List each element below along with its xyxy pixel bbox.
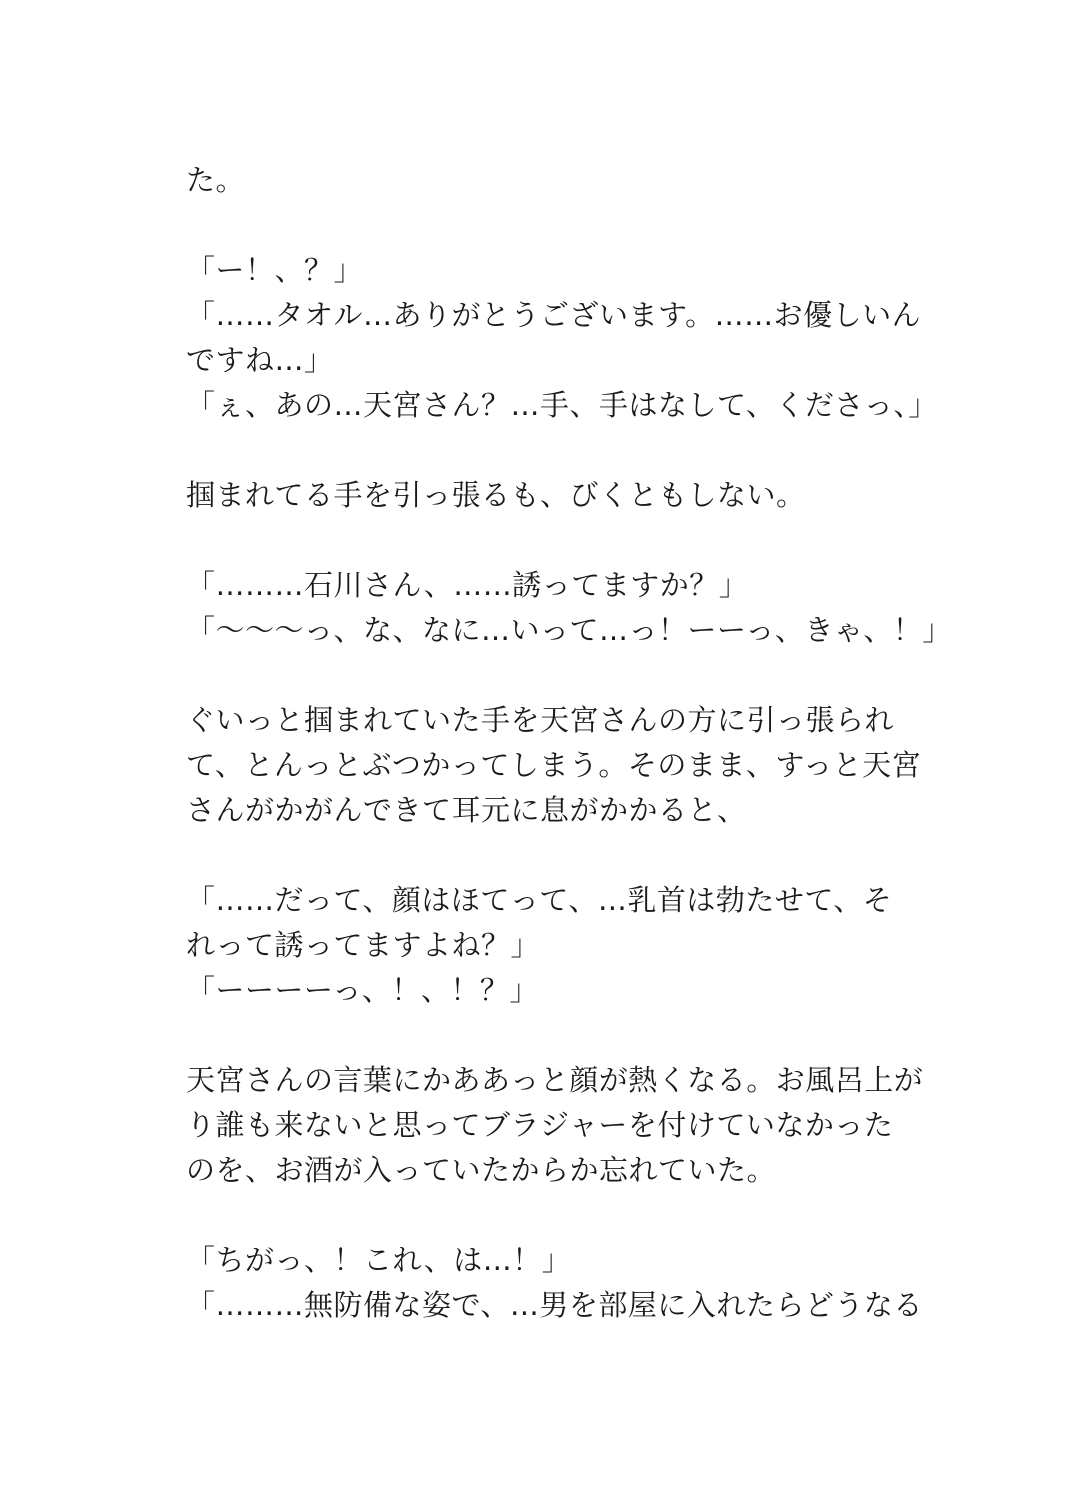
dialogue-line: 「……タオル…ありがとうございます。……お優しいん [186,298,922,332]
narration-line: さんがかがんできて耳元に息がかかると、 [186,793,747,827]
blank-line [186,653,926,698]
narration-line: のを、お酒が入っていたからか忘れていた。 [186,1153,777,1187]
dialogue-line: 「……だって、顔はほてって、…乳首は勃たせて、そ [186,883,893,917]
dialogue-line: 「〜〜〜っ、な、なに…いって…っ！ーーっ、きゃ、！」 [186,613,952,647]
blank-line [186,518,926,563]
narration-line: て、とんっとぶつかってしまう。そのまま、すっと天宮 [186,748,922,782]
dialogue-line: 「ぇ、あの…天宮さん？…手、手はなして、くださっ、」 [186,388,938,422]
dialogue-line: 「………無防備な姿で、…男を部屋に入れたらどうなる [186,1288,923,1322]
blank-line [186,203,926,248]
narration-line: 天宮さんの言葉にかああっと顔が熱くなる。お風呂上が [186,1063,924,1097]
dialogue-line: れって誘ってますよね？」 [186,928,541,962]
narration-line: り誰も来ないと思ってブラジャーを付けていなかった [186,1108,894,1142]
blank-line [186,428,926,473]
narration-line: ぐいっと掴まれていた手を天宮さんの方に引っ張られ [186,703,895,737]
dialogue-line: 「………石川さん、……誘ってますか？」 [186,568,749,602]
blank-line [186,833,926,878]
narration-line: 掴まれてる手を引っ張るも、びくともしない。 [186,478,806,512]
blank-line [186,1013,926,1058]
dialogue-line: 「ーーーーっ、！、！？」 [186,973,539,1007]
dialogue-line: ですね…」 [186,343,334,377]
blank-line [186,1193,926,1238]
novel-text-body [186,158,952,1328]
dialogue-line: 「ー！、？」 [186,253,364,287]
dialogue-line: 「ちがっ、！これ、は…！」 [186,1243,572,1277]
text-line: た。 [186,163,246,197]
